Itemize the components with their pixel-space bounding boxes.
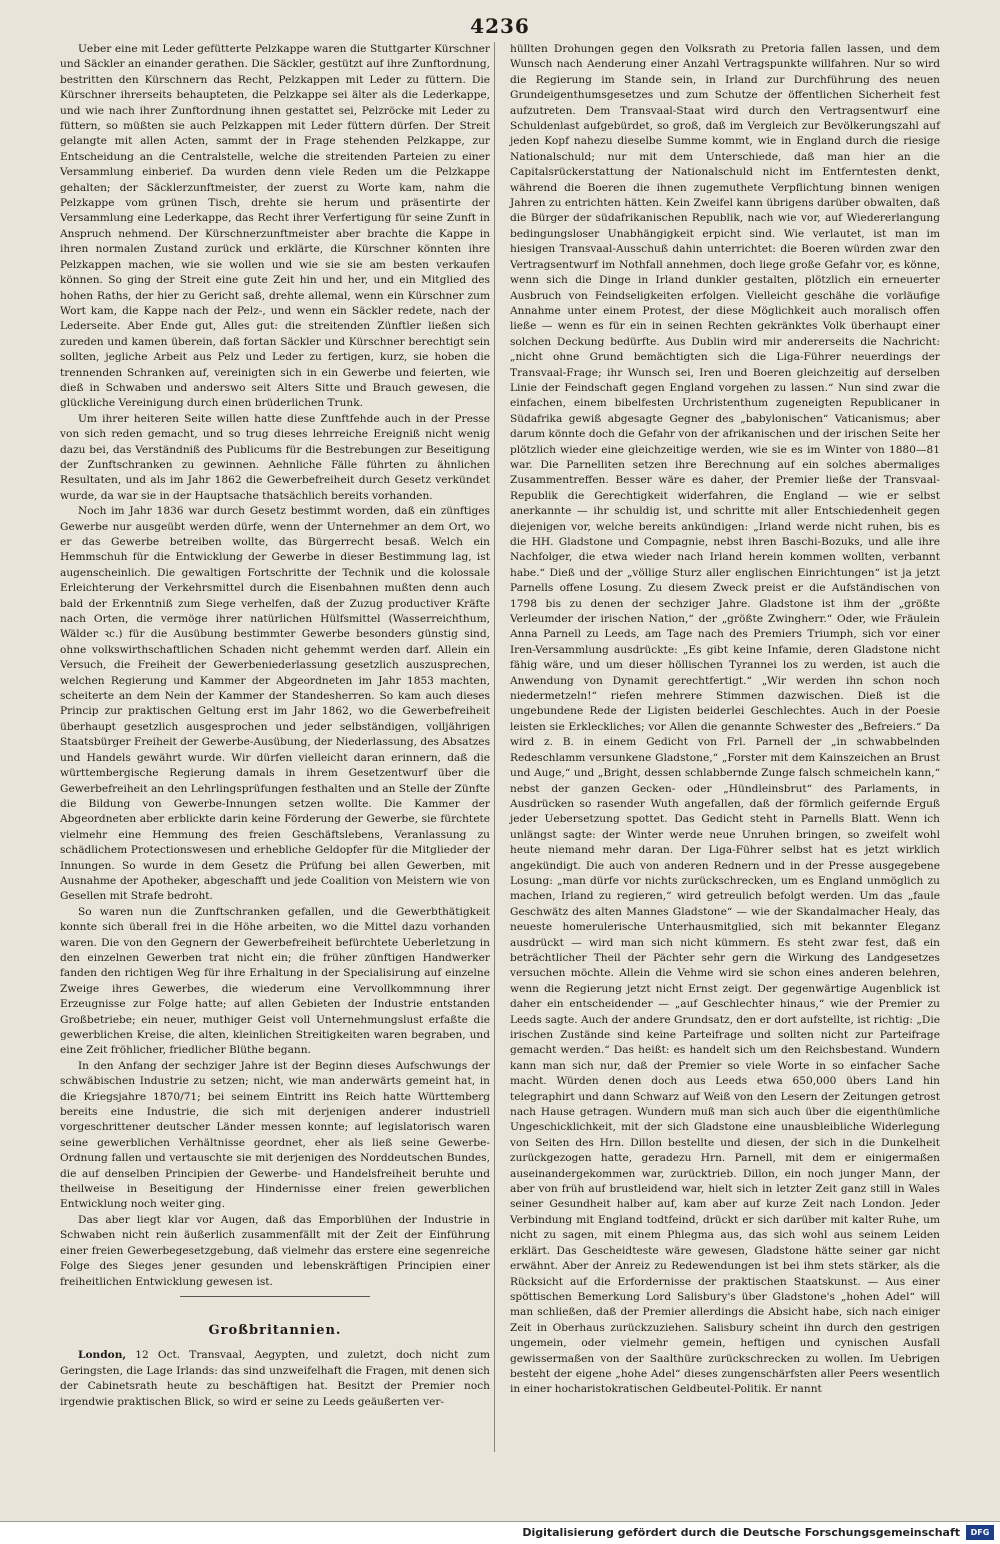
section-divider — [180, 1296, 370, 1297]
funding-credit: Digitalisierung gefördert durch die Deutsche Forschungsgemeinschaft — [522, 1526, 960, 1539]
article-london — [60, 1348, 490, 1410]
column-divider — [494, 42, 495, 1452]
paragraph: Um ihrer heiteren Seite willen hatte diese Zunftfehde auch in der Presse von sich reden gemacht, und so trug dieses lehrreiche Ereigniß nicht wenig dazu bei, das Verständniß des Publicums für die Bestrebungen zur Beseitigung der Zunftschranken zu gewinnen. Aehnliche Fälle führten zu ähnlichen Resultaten, und als im Jahr 1862 die Gewerbefreiheit durch Gesetz verkündet wurde, da war sie in der Hauptsache thatsächlich bereits vorhanden. — [60, 412, 490, 502]
article-london-text: 12 Oct. Transvaal, Aegypten, und zuletzt, doch nicht zum Geringsten, die Lage Irlands: das sind unzweifelhaft die Fragen, mit denen sich der Cabinetsrath heute zu beschäftigen hat. Besitzt der Premier noch irgendwie praktischen Blick, so wird er seine zu Leeds geäußerten ver- — [60, 1349, 490, 1408]
paragraph: Ueber eine mit Leder gefütterte Pelzkappe waren die Stuttgarter Kürschner und Säckler an einander gerathen. Die Säckler, gestützt auf ihre Zunftordnung, bestritten den Kürschnern das Recht, Pelzkappen mit Leder zu füttern. Die Kürschner ihrerseits behaupteten, die Pelzkappe sei älter als die Lederkappe, und wie nach ihrer Zunftordnung ihnen gestattet sei, Pelzröcke mit Leder zu füttern, so müßten sie auch Pelzkappen mit Leder füttern dürfen. Der Streit gelangte mit allen Acten, sammt der in Frage stehenden Pelzkappe, zur Entscheidung an die Centralstelle, welche die streitenden Parteien zu einer Versammlung einberief. Da wurden denn viele Reden um die Pelzkappe gehalten; der Säcklerzunftmeister, der zuerst zu Worte kam, nahm die Pelzkappe vom grünen Tisch, drehte sie herum und präsentirte der Versammlung eine Lederkappe, das Recht ihrer Verfertigung für seine Zunft in Anspruch nehmend. Der Kürschnerzunftmeister aber brachte die Kappe in ihren normalen Zustand zurück und erklärte, die Kürschner könnten ihre Pelzkappen machen, wie sie wollen und wie sie sie am besten verkaufen können. So ging der Streit eine gute Zeit hin und her, und ein Mitglied des hohen Raths, der hier zu Gericht saß, drehte allemal, wenn ein Kürschner zum Wort kam, die Kappe nach der Pelz-, und wenn ein Säckler redete, nach der Lederseite. Aber Ende gut, Alles gut: die streitenden Zünftler ließen sich zureden und kamen überein, daß fortan Säckler und Kürschner berechtigt sein sollten, jegliche Arbeit aus Pelz und Leder zu fertigen, kurz, sie hoben die trennenden Schranken auf, vereinigten sich in ein Gewerbe und feierten, wie dieß in Schwaben und anderswo seit Alters Sitte und Brauch gewesen, die glückliche Vereinigung durch einen brüderlichen Trunk. — [60, 43, 490, 410]
footer-bar — [0, 1521, 1000, 1544]
paragraph: Noch im Jahr 1836 war durch Gesetz bestimmt worden, daß ein zünftiges Gewerbe nur ausgeübt werden dürfe, wenn der Unternehmer an dem Ort, wo er das Gewerbe betreiben wollte, das Bürgerrecht besaß. Welch ein Hemmschuh für die Entwicklung der Gewerbe in dieser Bestimmung lag, ist augenscheinlich. Die gewaltigen Fortschritte der Technik und die kolossale Erleichterung der Verkehrsmittel durch die Eisenbahnen mußten denn auch bald der Erkenntniß zum Siege verhelfen, daß der Zuzug productiver Kräfte nach Orten, die vermöge ihrer natürlichen Hülfsmittel (Wasserreichthum, Wälder ꝛc.) für die Ausübung bestimmter Gewerbe besonders günstig sind, ohne volkswirthschaftlichen Schaden nicht gehemmt werden darf. Allein ein Versuch, die Freiheit der Gewerbeniederlassung gesetzlich auszusprechen, welchen Regierung und Kammer der Abgeordneten im Jahr 1853 machten, scheiterte an dem Nein der Kammer der Standesherren. So kam auch dieses Princip zur praktischen Geltung erst im Jahr 1862, wo die Gewerbefreiheit überhaupt gesetzlich ausgesprochen und jeder selbständigen, volljährigen Staatsbürger Freiheit der Gewerbe-Ausübung, der Niederlassung, des Absatzes und Handels gewährt wurde. Wir dürfen vielleicht daran erinnern, daß die württembergische Regierung damals in ihrem Gesetzentwurf über die Gewerbefreiheit an den Lehrlingsprüfungen festhalten und an Stelle der Zünfte die Bildung von Gewerbe-Innungen setzen wollte. Die Kammer der Abgeordneten aber erblickte darin keine Förderung der Gewerbe, sie fürchtete vielmehr eine Hemmung des freien Geschäftslebens, Veranlassung zu schädlichem Protectionswesen und erhebliche Geldopfer für die Mitglieder der Innungen. So wurde in dem Gesetz die Prüfung bei allen Gewerben, mit Ausnahme der Apotheker, abgeschafft und jede Coalition von Meistern wie von Gesellen mit Strafe bedroht. — [60, 505, 490, 903]
left-column — [60, 42, 490, 1410]
dfg-logo: DFG — [966, 1525, 994, 1540]
paragraph: Das aber liegt klar vor Augen, daß das Emporblühen der Industrie in Schwaben nicht rein äußerlich zusammenfällt mit der Zeit der Einführung einer freien Gewerbegesetzgebung, daß vielmehr das erstere eine segenreiche Folge des Sieges jener gesunden und lebenskräftigen Principien einer freiheitlichen Entwicklung gewesen ist. — [60, 1213, 490, 1288]
section-title — [60, 1323, 490, 1338]
dateline: London, — [78, 1349, 127, 1362]
paragraph: hüllten Drohungen gegen den Volksrath zu Pretoria fallen lassen, und dem Wunsch nach Aenderung einer Anzahl Vertragspunkte willfahren. Nur so wird die Regierung im Stande sein, in Irland zur Durchführung des neuen Grundeigenthumsgesetzes und zum Schutze der öffentlichen Sicherheit fest aufzutreten. Dem Transvaal-Staat wird durch den Vertragsentwurf eine Schuldenlast aufgebürdet, so groß, daß im Vergleich zur Bevölkerungszahl auf jeden Kopf nahezu dieselbe Summe kommt, wie in England durch die riesige Nationalschuld; nur mit dem Unterschiede, daß man hier an die Capitalsrückerstattung der Nationalschuld nicht im Entferntesten denkt, während die Boeren die ihnen zugemuthete Verpflichtung binnen wenigen Jahren zu entrichten hätten. Kein Zweifel kann übrigens darüber obwalten, daß die Bürger der südafrikanischen Republik, nach wie vor, auf Wiedererlangung bedingungsloser Unabhängigkeit erpicht sind. Wie verlautet, ist man im hiesigen Transvaal-Ausschuß dahin unterrichtet: die Boeren würden zwar den Vertragsentwurf im Nothfall annehmen, doch liege große Gefahr vor, es könne, wenn sich die Dinge in Irland dunkler gestalten, plötzlich ein erneuerter Ausbruch von Feindseligkeiten erfolgen. Vielleicht geschähe die vorläufige Annahme unter einem Protest, der diese Möglichkeit auch moralisch offen ließe — wenn es für ein in seinen Rechten gekränktes Volk überhaupt einer solchen Deckung bedürfte. Aus Dublin wird mir andererseits die Nachricht: „nicht ohne Grund bemächtigten sich die Liga-Führer neuerdings der Transvaal-Frage; ihr Wunsch sei, Iren und Boeren gleichzeitig auf derselben Linie der Feindschaft gegen England vorgehen zu lassen.“ Nun sind zwar die einfachen, einem bibelfesten Urchristenthum zugeneigten Republicaner in Südafrika gewiß abgesagte Gegner des „babylonischen“ Vaticanismus; aber darum könnte doch die Gefahr von der afrikanischen und der irischen Seite her plötzlich wieder eine gleichzeitige werden, wie sie es im Winter von 1880—81 war. Die Parnelliten setzen ihre Berechnung auf ein solches abermaliges Zusammentreffen. Besser wäre es daher, der Premier ließe der Transvaal-Republik die Gerechtigkeit widerfahren, die England — wie er selbst anerkannte — ihr schuldig ist, und schritte mit aller Entschiedenheit gegen diejenigen vor, welche bereits ankündigen: „Irland werde nicht ruhen, bis es die HH. Gladstone und Compagnie, nebst ihren Baschi-Bozuks, und alle ihre Nachfolger, die etwa wieder nach Irland herein kommen wollten, verbannt habe.“ Dieß und der „völlige Sturz aller englischen Einrichtungen“ ist ja jetzt Parnells offene Losung. Zu diesem Zweck preist er die Aufständischen von 1798 bis zu denen der sechziger Jahre. Gladstone ist ihm der „größte Verleumder der irischen Nation,“ der „größte Zwingherr.“ Oder, wie Fräulein Anna Parnell zu Leeds, am Tage nach des Premiers Triumph, sich vor einer Iren-Versammlung ausdrückte: „Es gibt keine Infamie, deren Gladstone nicht fähig wäre, und um dieser höllischen Tyrannei los zu werden, ist auch die Anwendung von Dynamit gerechtfertigt.“ „Wir werden ihn schon noch niedermetzeln!“ riefen mehrere Stimmen dazwischen. Dieß ist die ungebundene Rede der Ligisten beiderlei Geschlechtes. Auch in der Poesie leisten sie Erkleckliches; vor Allen die genannte Schwester des „Befreiers.“ Da wird z. B. in einem Gedicht von Frl. Parnell der „in schwabbelnden Redeschlamm versunkene Gladstone,“ „Forster mit dem Kainszeichen an Brust und Auge,“ und „Bright, dessen schlabbernde Zunge falsch schmeicheln kann,“ nebst der ganzen Gecken- oder „Hündleinsbrut“ des Parlaments, in Ausdrücken so rasender Wuth angefallen, daß der förmlich geifernde Erguß jeder Uebersetzung spottet. Das Gedicht steht in Parnells Blatt. Wenn ich unlängst sagte: der Winter werde neue Unruhen bringen, so zweifelt wohl heute niemand mehr daran. Der Liga-Führer selbst hat es jetzt wirklich angekündigt. Die auch von anderen Rednern und in der Presse ausgegebene Losung: „man dürfe vor nichts zurückschrecken, um es England unmöglich zu machen, Irland zu regieren,“ wird getreulich befolgt werden. Um das „faule Geschwätz des alten Mannes Gladstone“ — wie der Skandalmacher Healy, das neueste homerulerische Unterhausmitglied, sich mit bekannter Eleganz ausdrückt — wird man sich nicht kümmern. Es steht zwar fest, daß ein beträchtlicher Theil der Pächter sehr gern die Wirkung des Landgesetzes versuchen möchte. Allein die Vehme wird sie schon eines anderen belehren, wenn die Regierung jetzt nicht Ernst zeigt. Der gegenwärtige Augenblick ist daher ein entscheidender — „auf Geschlechter hinaus,“ wie der Premier zu Leeds sagte. Auch der andere Grundsatz, den er dort aufstellte, ist richtig: „Die irischen Zustände sind keine Parteifrage und sollten nicht zur Parteifrage gemacht werden.“ Das heißt: es handelt sich um den Reichsbestand. Wundern kann man sich nur, daß der Premier so viele Worte in so einfacher Sache macht. Würden denen doch aus Leeds etwa 650,000 übers Land hin telegraphirt und dann Schwarz auf Weiß von den Lesern der Zeitungen getrost nach Hause getragen. Wundern muß man sich auch über die eigenthümliche Ungeschicklichkeit, mit der sich Gladstone eine unausbleibliche Widerlegung von Seiten des Hrn. Dillon bestellte und diesen, der sich in die Dunkelheit zurückgezogen hatte, geradezu Hrn. Parnell, mit dem er einigermaßen auseinandergekommen war, zurücktrieb. Dillon, ein noch junger Mann, der aber von früh auf brustleidend war, hielt sich in letzter Zeit ganz still in Wales seiner Gesundheit halber auf, kam aber auf kurze Zeit nach London. Jeder Verbindung mit England todtfeind, drückt er sich darüber mit kalter Ruhe, um nicht zu sagen, mit einem Phlegma aus, das sich wohl aus seinem Leiden erklärt. Das Gescheidteste wäre gewesen, Gladstone hätte seiner gar nicht erwähnt. Aber der Anreiz zu Redewendungen ist bei ihm stets stärker, als die Rücksicht auf die Erfordernisse der praktischen Staatskunst. — Aus einer spöttischen Bemerkung Lord Salisbury's über Gladstone's „hohen Adel“ will man schließen, daß der Premier allerdings die Absicht habe, sich nach einiger Zeit in Oberhaus zurückzuziehen. Salisbury scheint ihn durch den gestrigen ungemein, oder vielmehr gemein, heftigen und cynischen Ausfall gewissermaßen von der Saalthüre zurückschrecken zu wollen. Im Uebrigen besteht der eigene „hohe Adel“ dieses zungenschärfsten aller Peers wesentlich in einer hocharistokratischen Geldbeutel-Politik. Er nannt — [510, 43, 940, 1396]
page-number: 4236 — [470, 14, 530, 38]
paragraph: So waren nun die Zunftschranken gefallen, und die Gewerbthätigkeit konnte sich überall frei in die Höhe arbeiten, wo die Mittel dazu vorhanden waren. Die von den Gegnern der Gewerbefreiheit befürchtete Ueberletzung in den einzelnen Gewerben trat nicht ein; die früher zünftigen Handwerker fanden den richtigen Weg für ihre Erhaltung in der Specialisirung auf einzelne Zweige ihres Gewerbes, die wiederum eine Vervollkommnung ihrer Erzeugnisse zur Folge hatte; auf allen Gebieten der Industrie entstanden Großbetriebe; ein neuer, muthiger Geist voll Unternehmungslust erfaßte die gewerblichen Kreise, die alten, kleinlichen Streitigkeiten waren begraben, und eine Zeit fröhlicher, friedlicher Blüthe begann. — [60, 905, 490, 1057]
section-title-text: Großbritannien. — [208, 1322, 342, 1338]
right-column — [510, 42, 940, 1398]
paragraph: In den Anfang der sechziger Jahre ist der Beginn dieses Aufschwungs der schwäbischen Industrie zu setzen; nicht, wie man anderwärts gemeint hat, in die Kriegsjahre 1870/71; bei seinem Eintritt ins Reich hatte Württemberg bereits eine Industrie, die sich mit derjenigen anderer industriell vorgeschrittener deutscher Länder messen konnte; auf legislatorisch waren seine gewerblichen Verhältnisse geordnet, eher als ließ seine Gewerbe-Ordnung fallen und vertauschte sie mit derjenigen des Norddeutschen Bundes, die auf denselben Principien der Gewerbe- und Handelsfreiheit beruhte und theilweise in Beseitigung der Hindernisse einer freien gewerblichen Entwicklung noch weiter ging. — [60, 1059, 490, 1211]
